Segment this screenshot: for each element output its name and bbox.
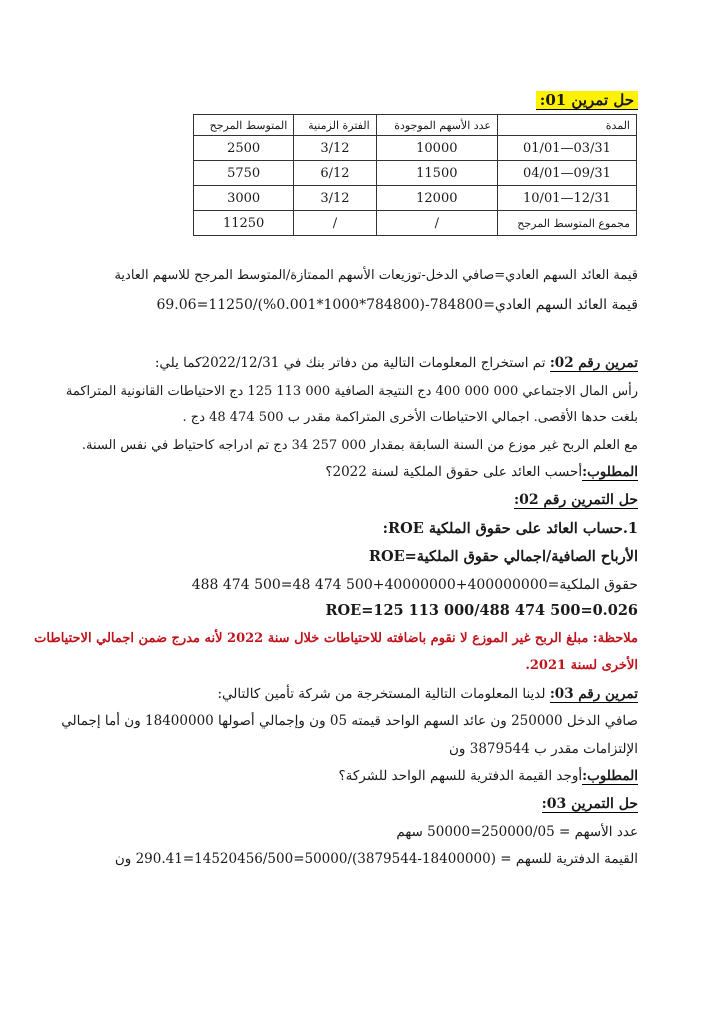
note-line-1: ملاحظة: مبلغ الربح غير الموزع لا نقوم باضافته للاحتياطات خلال سنة 2022 لأنه مدرج ضمن اجمالي الاحتياطات — [34, 631, 638, 646]
exercise-3-requirement — [338, 765, 638, 787]
cell-weighted: 3000 — [194, 186, 294, 211]
exercise-2-paragraph-3: مع العلم الربح غير موزع من السنة السابقة بمقدار 000 257 34 دج تم ادراجه كاحتياط في نفس السنة. — [81, 438, 638, 453]
requirement-text: أحسب العائد على حقوق الملكية لسنة 2022؟ — [325, 464, 583, 480]
exercise-3-paragraph-1: صافي الدخل 250000 ون عائد السهم الواحد قيمته 05 ون وإجمالي أصولها 18400000 ون أما إجمالي — [61, 713, 638, 729]
roe-definition: ROE=الأرباح الصافية/اجمالي حقوق الملكية — [368, 548, 638, 565]
exercise-2-intro-text: تم استخراج المعلومات التالية من دفاتر بنك في 2022/12/31كما يلي: — [154, 355, 546, 371]
cell-period: 10/01—12/31 — [497, 186, 636, 211]
header-shares: عدد الأسهم الموجودة — [376, 115, 497, 136]
exercise-2-intro — [155, 352, 638, 374]
cell-empty: / — [376, 211, 497, 236]
equity-calculation: حقوق الملكية=400000000+40000000+500 474 48=500 474 488 — [191, 577, 638, 593]
requirement-text: أوجد القيمة الدفترية للسهم الواحد للشركة؟ — [338, 768, 583, 784]
cell-shares: 12000 — [376, 186, 497, 211]
cell-fraction: 6/12 — [294, 161, 376, 186]
cell-total-label: مجموع المتوسط المرجح — [497, 211, 636, 236]
cell-total-value: 11250 — [194, 211, 294, 236]
exercise-3-intro-text: لدينا المعلومات التالية المستخرجة من شركة تأمين كالتالي: — [217, 686, 546, 702]
header-time-fraction: الفترة الزمنية — [294, 115, 376, 136]
book-value-calculation: القيمة الدفترية للسهم = (18400000-3879544)/50000=14520456/500=290.41 ون — [114, 851, 638, 867]
table-row — [194, 186, 637, 211]
exercise-3-paragraph-2: الإلتزامات مقدر ب 3879544 ون — [449, 741, 638, 757]
eps-formula-calculation: قيمة العائد السهم العادي=784800-(784800*1000*0.001%)/11250=69.06 — [156, 297, 638, 313]
requirement-label: المطلوب: — [582, 464, 638, 480]
requirement-label: المطلوب: — [582, 768, 638, 784]
exercise-3-intro — [218, 683, 639, 705]
cell-period: 04/01—09/31 — [497, 161, 636, 186]
cell-shares: 10000 — [376, 136, 497, 161]
cell-weighted: 5750 — [194, 161, 294, 186]
exercise-2-title: تمرين رقم 02: — [549, 355, 638, 371]
note-line-2: الأخرى لسنة 2021. — [525, 658, 638, 673]
cell-weighted: 2500 — [194, 136, 294, 161]
table-row — [194, 161, 637, 186]
shares-calculation: عدد الأسهم = 250000/05=50000 سهم — [396, 824, 638, 840]
exercise-1-solution-heading: حل تمرين 01: — [536, 89, 638, 112]
roe-calculation: ROE=125 113 000/488 474 500=0.026 — [325, 602, 638, 619]
cell-fraction: 3/12 — [294, 136, 376, 161]
table-header-row — [194, 115, 637, 136]
table-total-row — [194, 211, 637, 236]
cell-shares: 11500 — [376, 161, 497, 186]
roe-step-heading: 1.حساب العائد على حقوق الملكية ROE: — [382, 520, 638, 537]
header-period: المدة — [497, 115, 636, 136]
cell-fraction: 3/12 — [294, 186, 376, 211]
cell-period: 01/01—03/31 — [497, 136, 636, 161]
table-row — [194, 136, 637, 161]
exercise-2-paragraph-1: رأس المال الاجتماعي 000 000 400 دج النتيجة الصافية 000 113 125 دج الاحتياطات القانونية المتراكمة — [65, 384, 638, 399]
eps-formula-text: قيمة العائد السهم العادي=صافي الدخل-توزيعات الأسهم الممتازة/المتوسط المرجح للاسهم العادية — [114, 268, 638, 283]
exercise-2-solution-heading: حل التمرين رقم 02: — [513, 492, 638, 508]
cell-empty: / — [294, 211, 376, 236]
exercise-3-title: تمرين رقم 03: — [549, 686, 638, 702]
header-weighted-average: المتوسط المرجح — [194, 115, 294, 136]
exercise-3-solution-heading: حل التمرين 03: — [541, 796, 638, 812]
exercise-2-requirement — [325, 461, 638, 483]
weighted-average-table — [193, 114, 637, 236]
exercise-2-paragraph-2: بلغت حدها الأقصى. اجمالي الاحتياطات الأخرى المتراكمة مقدر ب 500 474 48 دج . — [182, 410, 638, 425]
